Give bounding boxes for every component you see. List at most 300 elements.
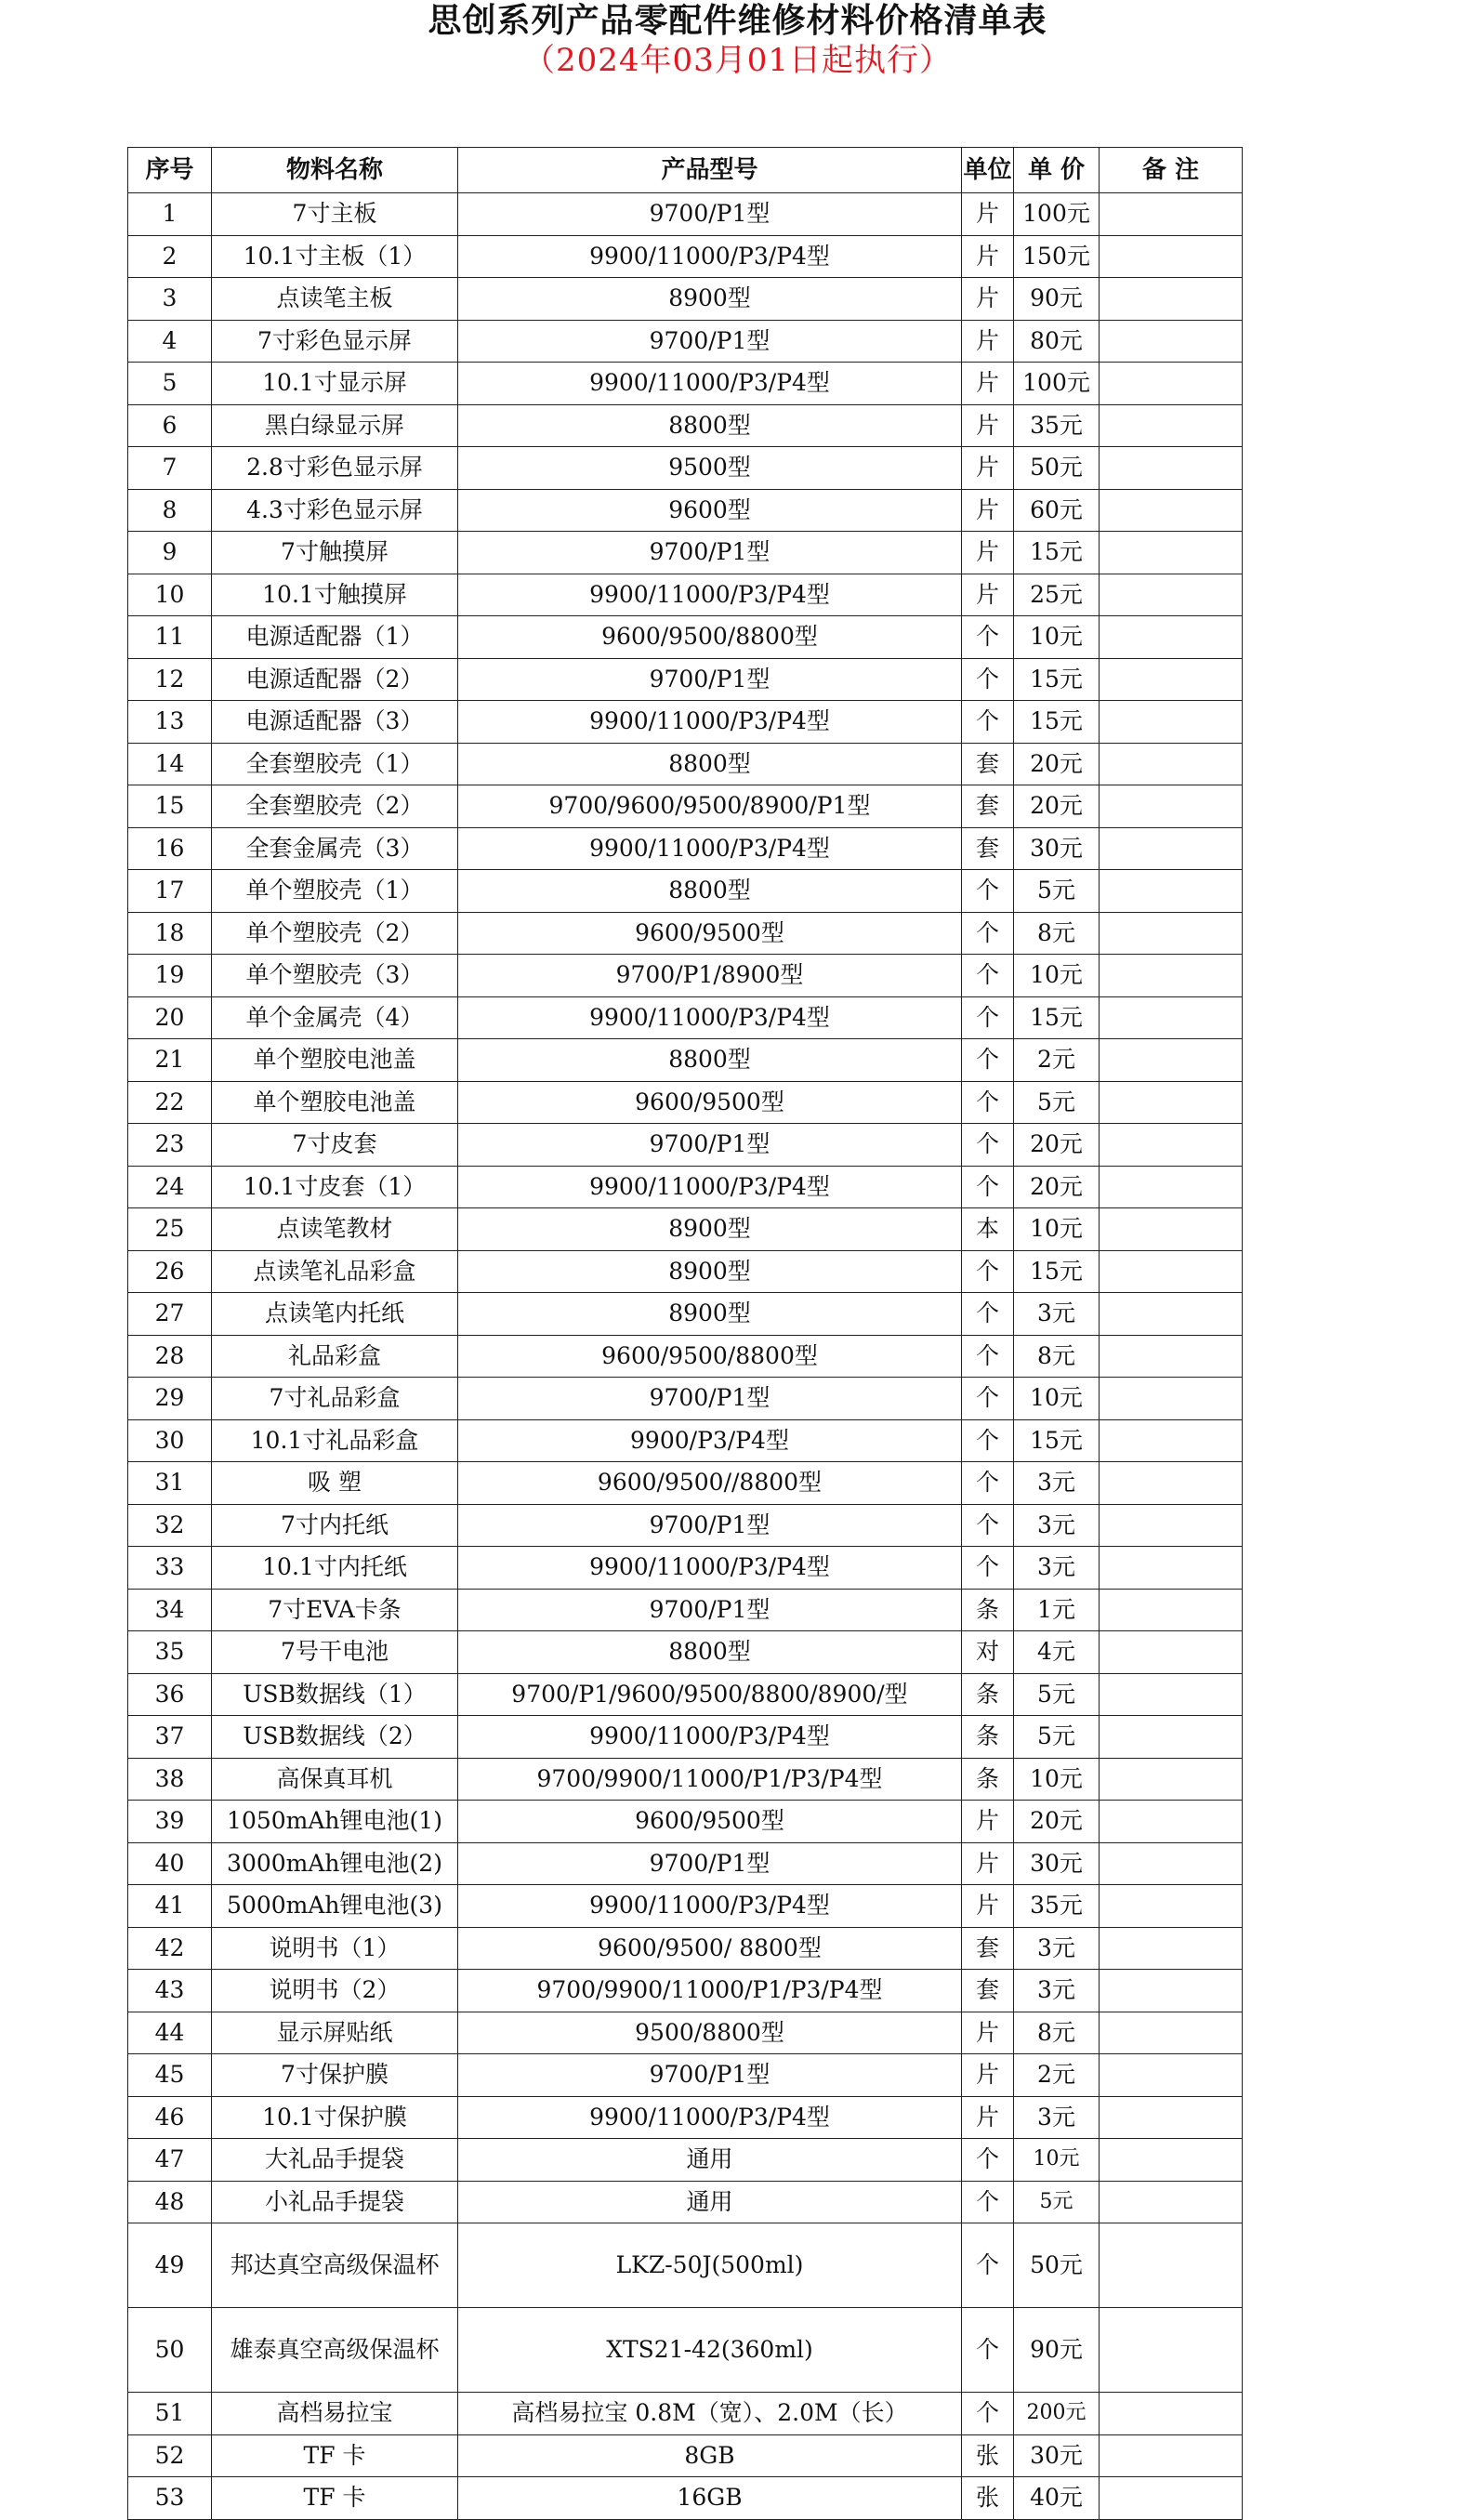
cell-idx: 39 xyxy=(128,1801,212,1843)
cell-idx: 4 xyxy=(128,320,212,363)
cell-unit: 套 xyxy=(962,1970,1014,2012)
table-row xyxy=(128,1842,1243,1885)
cell-name: 吸 塑 xyxy=(212,1462,458,1505)
cell-unit: 条 xyxy=(962,1673,1014,1716)
table-row xyxy=(128,1250,1243,1293)
cell-model: 9700/9900/11000/P1/P3/P4型 xyxy=(458,1758,962,1801)
cell-unit: 个 xyxy=(962,2308,1014,2393)
cell-name: 电源适配器（2） xyxy=(212,658,458,701)
cell-note xyxy=(1100,1504,1243,1547)
cell-price: 90元 xyxy=(1014,278,1100,321)
table-row xyxy=(128,2434,1243,2477)
cell-name: 单个塑胶电池盖 xyxy=(212,1081,458,1124)
cell-unit: 套 xyxy=(962,1927,1014,1970)
cell-model: 9600/9500/8800型 xyxy=(458,1335,962,1378)
cell-idx: 3 xyxy=(128,278,212,321)
cell-name: 7寸EVA卡条 xyxy=(212,1589,458,1631)
cell-model: 9900/11000/P3/P4型 xyxy=(458,827,962,870)
cell-idx: 33 xyxy=(128,1547,212,1590)
cell-unit: 个 xyxy=(962,1547,1014,1590)
cell-model: 通用 xyxy=(458,2139,962,2182)
table-row xyxy=(128,447,1243,490)
cell-note xyxy=(1100,1208,1243,1251)
cell-price: 20元 xyxy=(1014,743,1100,785)
table-row xyxy=(128,1885,1243,1928)
cell-unit: 个 xyxy=(962,1039,1014,1082)
cell-note xyxy=(1100,2096,1243,2139)
cell-idx: 20 xyxy=(128,996,212,1039)
cell-price: 8元 xyxy=(1014,1335,1100,1378)
cell-name: USB数据线（2） xyxy=(212,1716,458,1759)
cell-idx: 27 xyxy=(128,1293,212,1336)
header-price: 单 价 xyxy=(1014,148,1100,193)
table-row xyxy=(128,320,1243,363)
cell-idx: 29 xyxy=(128,1378,212,1420)
cell-price: 100元 xyxy=(1014,363,1100,405)
cell-idx: 16 xyxy=(128,827,212,870)
cell-price: 50元 xyxy=(1014,447,1100,490)
cell-model: 9900/11000/P3/P4型 xyxy=(458,235,962,278)
cell-unit: 本 xyxy=(962,1208,1014,1251)
table-row xyxy=(128,489,1243,532)
table-row xyxy=(128,2054,1243,2097)
cell-unit: 个 xyxy=(962,996,1014,1039)
cell-note xyxy=(1100,658,1243,701)
cell-price: 3元 xyxy=(1014,1547,1100,1590)
cell-idx: 17 xyxy=(128,870,212,913)
cell-idx: 34 xyxy=(128,1589,212,1631)
cell-idx: 40 xyxy=(128,1842,212,1885)
cell-name: 点读笔礼品彩盒 xyxy=(212,1250,458,1293)
cell-note xyxy=(1100,489,1243,532)
cell-name: 2.8寸彩色显示屏 xyxy=(212,447,458,490)
cell-model: 8GB xyxy=(458,2434,962,2477)
cell-price: 90元 xyxy=(1014,2308,1100,2393)
cell-note xyxy=(1100,1378,1243,1420)
cell-model: 8800型 xyxy=(458,404,962,447)
cell-idx: 49 xyxy=(128,2223,212,2308)
cell-unit: 片 xyxy=(962,404,1014,447)
cell-note xyxy=(1100,912,1243,955)
cell-unit: 个 xyxy=(962,658,1014,701)
cell-price: 5元 xyxy=(1014,2181,1100,2223)
table-row xyxy=(128,193,1243,236)
table-row xyxy=(128,1378,1243,1420)
cell-name: 单个塑胶壳（2） xyxy=(212,912,458,955)
cell-note xyxy=(1100,1927,1243,1970)
cell-name: TF 卡 xyxy=(212,2434,458,2477)
cell-price: 8元 xyxy=(1014,912,1100,955)
cell-price: 80元 xyxy=(1014,320,1100,363)
table-row xyxy=(128,1801,1243,1843)
cell-idx: 19 xyxy=(128,955,212,997)
cell-idx: 30 xyxy=(128,1419,212,1462)
cell-name: 全套塑胶壳（1） xyxy=(212,743,458,785)
cell-note xyxy=(1100,2393,1243,2435)
cell-model: 9900/P3/P4型 xyxy=(458,1419,962,1462)
table-row xyxy=(128,1589,1243,1631)
cell-name: 7寸触摸屏 xyxy=(212,532,458,574)
cell-name: 10.1寸保护膜 xyxy=(212,2096,458,2139)
cell-note xyxy=(1100,1673,1243,1716)
cell-idx: 44 xyxy=(128,2012,212,2054)
cell-name: 7寸主板 xyxy=(212,193,458,236)
cell-note xyxy=(1100,2139,1243,2182)
cell-price: 5元 xyxy=(1014,1081,1100,1124)
table-row xyxy=(128,743,1243,785)
cell-name: 10.1寸礼品彩盒 xyxy=(212,1419,458,1462)
table-row xyxy=(128,532,1243,574)
cell-price: 1元 xyxy=(1014,1589,1100,1631)
cell-note xyxy=(1100,1293,1243,1336)
header-idx: 序号 xyxy=(128,148,212,193)
table-row xyxy=(128,363,1243,405)
cell-unit: 条 xyxy=(962,1716,1014,1759)
cell-price: 3元 xyxy=(1014,1462,1100,1505)
cell-idx: 35 xyxy=(128,1631,212,1674)
cell-unit: 张 xyxy=(962,2477,1014,2520)
cell-name: 高保真耳机 xyxy=(212,1758,458,1801)
header-name: 物料名称 xyxy=(212,148,458,193)
cell-unit: 片 xyxy=(962,193,1014,236)
cell-name: 显示屏贴纸 xyxy=(212,2012,458,2054)
cell-price: 3元 xyxy=(1014,1970,1100,2012)
cell-model: 9700/P1型 xyxy=(458,193,962,236)
table-row xyxy=(128,658,1243,701)
cell-unit: 个 xyxy=(962,2181,1014,2223)
cell-price: 15元 xyxy=(1014,658,1100,701)
cell-model: 9900/11000/P3/P4型 xyxy=(458,363,962,405)
cell-note xyxy=(1100,532,1243,574)
cell-idx: 43 xyxy=(128,1970,212,2012)
cell-name: 10.1寸显示屏 xyxy=(212,363,458,405)
cell-idx: 50 xyxy=(128,2308,212,2393)
cell-unit: 套 xyxy=(962,827,1014,870)
cell-price: 15元 xyxy=(1014,532,1100,574)
cell-model: 9600/9500型 xyxy=(458,1801,962,1843)
cell-note xyxy=(1100,1462,1243,1505)
table-row xyxy=(128,1673,1243,1716)
cell-price: 100元 xyxy=(1014,193,1100,236)
cell-price: 15元 xyxy=(1014,1419,1100,1462)
cell-model: 9700/P1型 xyxy=(458,1378,962,1420)
cell-model: 9500/8800型 xyxy=(458,2012,962,2054)
cell-model: 9900/11000/P3/P4型 xyxy=(458,1716,962,1759)
cell-note xyxy=(1100,2012,1243,2054)
cell-model: 9700/P1型 xyxy=(458,1589,962,1631)
table-row xyxy=(128,701,1243,744)
cell-model: 8800型 xyxy=(458,743,962,785)
table-row xyxy=(128,2477,1243,2520)
cell-price: 35元 xyxy=(1014,1885,1100,1928)
table-row xyxy=(128,1758,1243,1801)
cell-note xyxy=(1100,2434,1243,2477)
cell-model: 9700/P1/9600/9500/8800/8900/型 xyxy=(458,1673,962,1716)
table-row xyxy=(128,2139,1243,2182)
cell-unit: 对 xyxy=(962,1631,1014,1674)
table-row xyxy=(128,1927,1243,1970)
table-row xyxy=(128,912,1243,955)
cell-note xyxy=(1100,1081,1243,1124)
cell-unit: 条 xyxy=(962,1589,1014,1631)
table-row xyxy=(128,1547,1243,1590)
cell-price: 60元 xyxy=(1014,489,1100,532)
cell-idx: 31 xyxy=(128,1462,212,1505)
page-title: 思创系列产品零配件维修材料价格清单表 xyxy=(428,1,1047,40)
cell-unit: 张 xyxy=(962,2434,1014,2477)
cell-name: 点读笔主板 xyxy=(212,278,458,321)
cell-note xyxy=(1100,870,1243,913)
cell-price: 5元 xyxy=(1014,1716,1100,1759)
cell-price: 8元 xyxy=(1014,2012,1100,2054)
cell-name: 说明书（2） xyxy=(212,1970,458,2012)
table-row xyxy=(128,574,1243,616)
cell-unit: 个 xyxy=(962,955,1014,997)
table-row xyxy=(128,1970,1243,2012)
cell-idx: 42 xyxy=(128,1927,212,1970)
cell-price: 2元 xyxy=(1014,1039,1100,1082)
cell-model: 9700/P1型 xyxy=(458,1124,962,1167)
cell-name: 邦达真空高级保温杯 xyxy=(212,2223,458,2308)
cell-note xyxy=(1100,743,1243,785)
table-row xyxy=(128,2096,1243,2139)
cell-unit: 套 xyxy=(962,785,1014,828)
cell-price: 5元 xyxy=(1014,870,1100,913)
cell-model: 8800型 xyxy=(458,1631,962,1674)
table-row xyxy=(128,1166,1243,1208)
cell-price: 30元 xyxy=(1014,1842,1100,1885)
cell-model: 9900/11000/P3/P4型 xyxy=(458,574,962,616)
cell-name: 全套金属壳（3） xyxy=(212,827,458,870)
cell-unit: 片 xyxy=(962,532,1014,574)
cell-idx: 10 xyxy=(128,574,212,616)
cell-model: XTS21-42(360ml) xyxy=(458,2308,962,2393)
cell-unit: 条 xyxy=(962,1758,1014,1801)
table-row xyxy=(128,1335,1243,1378)
cell-name: 黑白绿显示屏 xyxy=(212,404,458,447)
cell-name: 7号干电池 xyxy=(212,1631,458,1674)
cell-note xyxy=(1100,363,1243,405)
cell-name: 10.1寸主板（1） xyxy=(212,235,458,278)
cell-model: 通用 xyxy=(458,2181,962,2223)
cell-price: 20元 xyxy=(1014,1166,1100,1208)
cell-name: 7寸保护膜 xyxy=(212,2054,458,2097)
cell-unit: 片 xyxy=(962,235,1014,278)
table-row xyxy=(128,827,1243,870)
cell-unit: 个 xyxy=(962,1166,1014,1208)
cell-price: 40元 xyxy=(1014,2477,1100,2520)
cell-name: 大礼品手提袋 xyxy=(212,2139,458,2182)
cell-model: 9900/11000/P3/P4型 xyxy=(458,2096,962,2139)
table-row xyxy=(128,1462,1243,1505)
cell-unit: 片 xyxy=(962,2012,1014,2054)
cell-name: USB数据线（1） xyxy=(212,1673,458,1716)
cell-price: 25元 xyxy=(1014,574,1100,616)
cell-name: 10.1寸触摸屏 xyxy=(212,574,458,616)
cell-model: 9900/11000/P3/P4型 xyxy=(458,1885,962,1928)
table-row xyxy=(128,1124,1243,1167)
cell-idx: 21 xyxy=(128,1039,212,1082)
cell-note xyxy=(1100,955,1243,997)
table-row xyxy=(128,1081,1243,1124)
cell-idx: 7 xyxy=(128,447,212,490)
cell-model: 8900型 xyxy=(458,278,962,321)
cell-price: 3元 xyxy=(1014,1504,1100,1547)
cell-model: 9700/P1型 xyxy=(458,320,962,363)
table-row xyxy=(128,955,1243,997)
cell-price: 2元 xyxy=(1014,2054,1100,2097)
cell-price: 200元 xyxy=(1014,2393,1100,2435)
cell-unit: 个 xyxy=(962,1293,1014,1336)
cell-idx: 46 xyxy=(128,2096,212,2139)
effective-date: （2024年03月01日起执行） xyxy=(522,42,953,79)
cell-idx: 52 xyxy=(128,2434,212,2477)
cell-name: 7寸彩色显示屏 xyxy=(212,320,458,363)
cell-unit: 个 xyxy=(962,1081,1014,1124)
cell-model: 9600/9500型 xyxy=(458,1081,962,1124)
cell-unit: 个 xyxy=(962,1378,1014,1420)
table-row xyxy=(128,785,1243,828)
table-row xyxy=(128,404,1243,447)
table-row xyxy=(128,1716,1243,1759)
cell-unit: 个 xyxy=(962,870,1014,913)
cell-note xyxy=(1100,1801,1243,1843)
cell-unit: 个 xyxy=(962,1335,1014,1378)
cell-model: 8800型 xyxy=(458,870,962,913)
cell-note xyxy=(1100,1166,1243,1208)
cell-idx: 24 xyxy=(128,1166,212,1208)
cell-note xyxy=(1100,785,1243,828)
cell-unit: 个 xyxy=(962,616,1014,659)
cell-model: 9600/9500//8800型 xyxy=(458,1462,962,1505)
cell-model: 9700/P1/8900型 xyxy=(458,955,962,997)
cell-idx: 18 xyxy=(128,912,212,955)
table-row xyxy=(128,870,1243,913)
cell-note xyxy=(1100,193,1243,236)
cell-unit: 个 xyxy=(962,2393,1014,2435)
cell-model: 8900型 xyxy=(458,1208,962,1251)
table-row xyxy=(128,2181,1243,2223)
cell-name: 4.3寸彩色显示屏 xyxy=(212,489,458,532)
cell-idx: 28 xyxy=(128,1335,212,1378)
table-row xyxy=(128,1293,1243,1336)
cell-name: 10.1寸皮套（1） xyxy=(212,1166,458,1208)
cell-note xyxy=(1100,278,1243,321)
table-row xyxy=(128,616,1243,659)
cell-idx: 15 xyxy=(128,785,212,828)
cell-price: 4元 xyxy=(1014,1631,1100,1674)
cell-note xyxy=(1100,2308,1243,2393)
cell-idx: 37 xyxy=(128,1716,212,1759)
table-row xyxy=(128,2308,1243,2393)
cell-price: 30元 xyxy=(1014,2434,1100,2477)
cell-model: 8900型 xyxy=(458,1250,962,1293)
cell-idx: 1 xyxy=(128,193,212,236)
cell-name: 单个塑胶壳（3） xyxy=(212,955,458,997)
cell-name: 高档易拉宝 xyxy=(212,2393,458,2435)
header-note: 备 注 xyxy=(1100,148,1243,193)
cell-price: 15元 xyxy=(1014,1250,1100,1293)
cell-note xyxy=(1100,1885,1243,1928)
cell-name: 单个塑胶壳（1） xyxy=(212,870,458,913)
cell-unit: 个 xyxy=(962,1419,1014,1462)
cell-model: 9600/9500/ 8800型 xyxy=(458,1927,962,1970)
cell-note xyxy=(1100,2054,1243,2097)
table-row xyxy=(128,996,1243,1039)
cell-idx: 53 xyxy=(128,2477,212,2520)
cell-name: 7寸内托纸 xyxy=(212,1504,458,1547)
cell-unit: 片 xyxy=(962,489,1014,532)
cell-idx: 45 xyxy=(128,2054,212,2097)
header-unit: 单位 xyxy=(962,148,1014,193)
cell-unit: 片 xyxy=(962,278,1014,321)
cell-price: 150元 xyxy=(1014,235,1100,278)
cell-model: 16GB xyxy=(458,2477,962,2520)
cell-price: 50元 xyxy=(1014,2223,1100,2308)
cell-idx: 38 xyxy=(128,1758,212,1801)
cell-price: 35元 xyxy=(1014,404,1100,447)
cell-unit: 个 xyxy=(962,701,1014,744)
price-table xyxy=(127,147,1243,2520)
cell-price: 10元 xyxy=(1014,955,1100,997)
cell-price: 3元 xyxy=(1014,1293,1100,1336)
cell-idx: 6 xyxy=(128,404,212,447)
cell-idx: 9 xyxy=(128,532,212,574)
cell-price: 10元 xyxy=(1014,1758,1100,1801)
table-row xyxy=(128,278,1243,321)
cell-idx: 36 xyxy=(128,1673,212,1716)
cell-model: 9700/P1型 xyxy=(458,532,962,574)
cell-model: 9700/P1型 xyxy=(458,1504,962,1547)
table-row xyxy=(128,1419,1243,1462)
cell-note xyxy=(1100,447,1243,490)
cell-note xyxy=(1100,2223,1243,2308)
cell-note xyxy=(1100,404,1243,447)
cell-model: 9900/11000/P3/P4型 xyxy=(458,701,962,744)
cell-idx: 12 xyxy=(128,658,212,701)
cell-unit: 个 xyxy=(962,2223,1014,2308)
cell-note xyxy=(1100,2477,1243,2520)
cell-idx: 48 xyxy=(128,2181,212,2223)
cell-name: 单个塑胶电池盖 xyxy=(212,1039,458,1082)
cell-unit: 片 xyxy=(962,2096,1014,2139)
cell-model: 9600型 xyxy=(458,489,962,532)
cell-name: 电源适配器（1） xyxy=(212,616,458,659)
cell-price: 15元 xyxy=(1014,996,1100,1039)
cell-name: 点读笔教材 xyxy=(212,1208,458,1251)
cell-model: 9700/P1型 xyxy=(458,1842,962,1885)
cell-model: 9700/P1型 xyxy=(458,658,962,701)
cell-name: 7寸礼品彩盒 xyxy=(212,1378,458,1420)
cell-idx: 22 xyxy=(128,1081,212,1124)
cell-note xyxy=(1100,701,1243,744)
table-row xyxy=(128,1631,1243,1674)
cell-unit: 个 xyxy=(962,1124,1014,1167)
header-row xyxy=(128,148,1243,193)
cell-name: 全套塑胶壳（2） xyxy=(212,785,458,828)
cell-note xyxy=(1100,1547,1243,1590)
cell-idx: 8 xyxy=(128,489,212,532)
cell-price: 30元 xyxy=(1014,827,1100,870)
cell-price: 10元 xyxy=(1014,616,1100,659)
cell-unit: 片 xyxy=(962,320,1014,363)
cell-name: 电源适配器（3） xyxy=(212,701,458,744)
cell-idx: 32 xyxy=(128,1504,212,1547)
cell-unit: 个 xyxy=(962,1504,1014,1547)
cell-price: 10元 xyxy=(1014,2139,1100,2182)
cell-unit: 个 xyxy=(962,912,1014,955)
cell-model: 9700/P1型 xyxy=(458,2054,962,2097)
